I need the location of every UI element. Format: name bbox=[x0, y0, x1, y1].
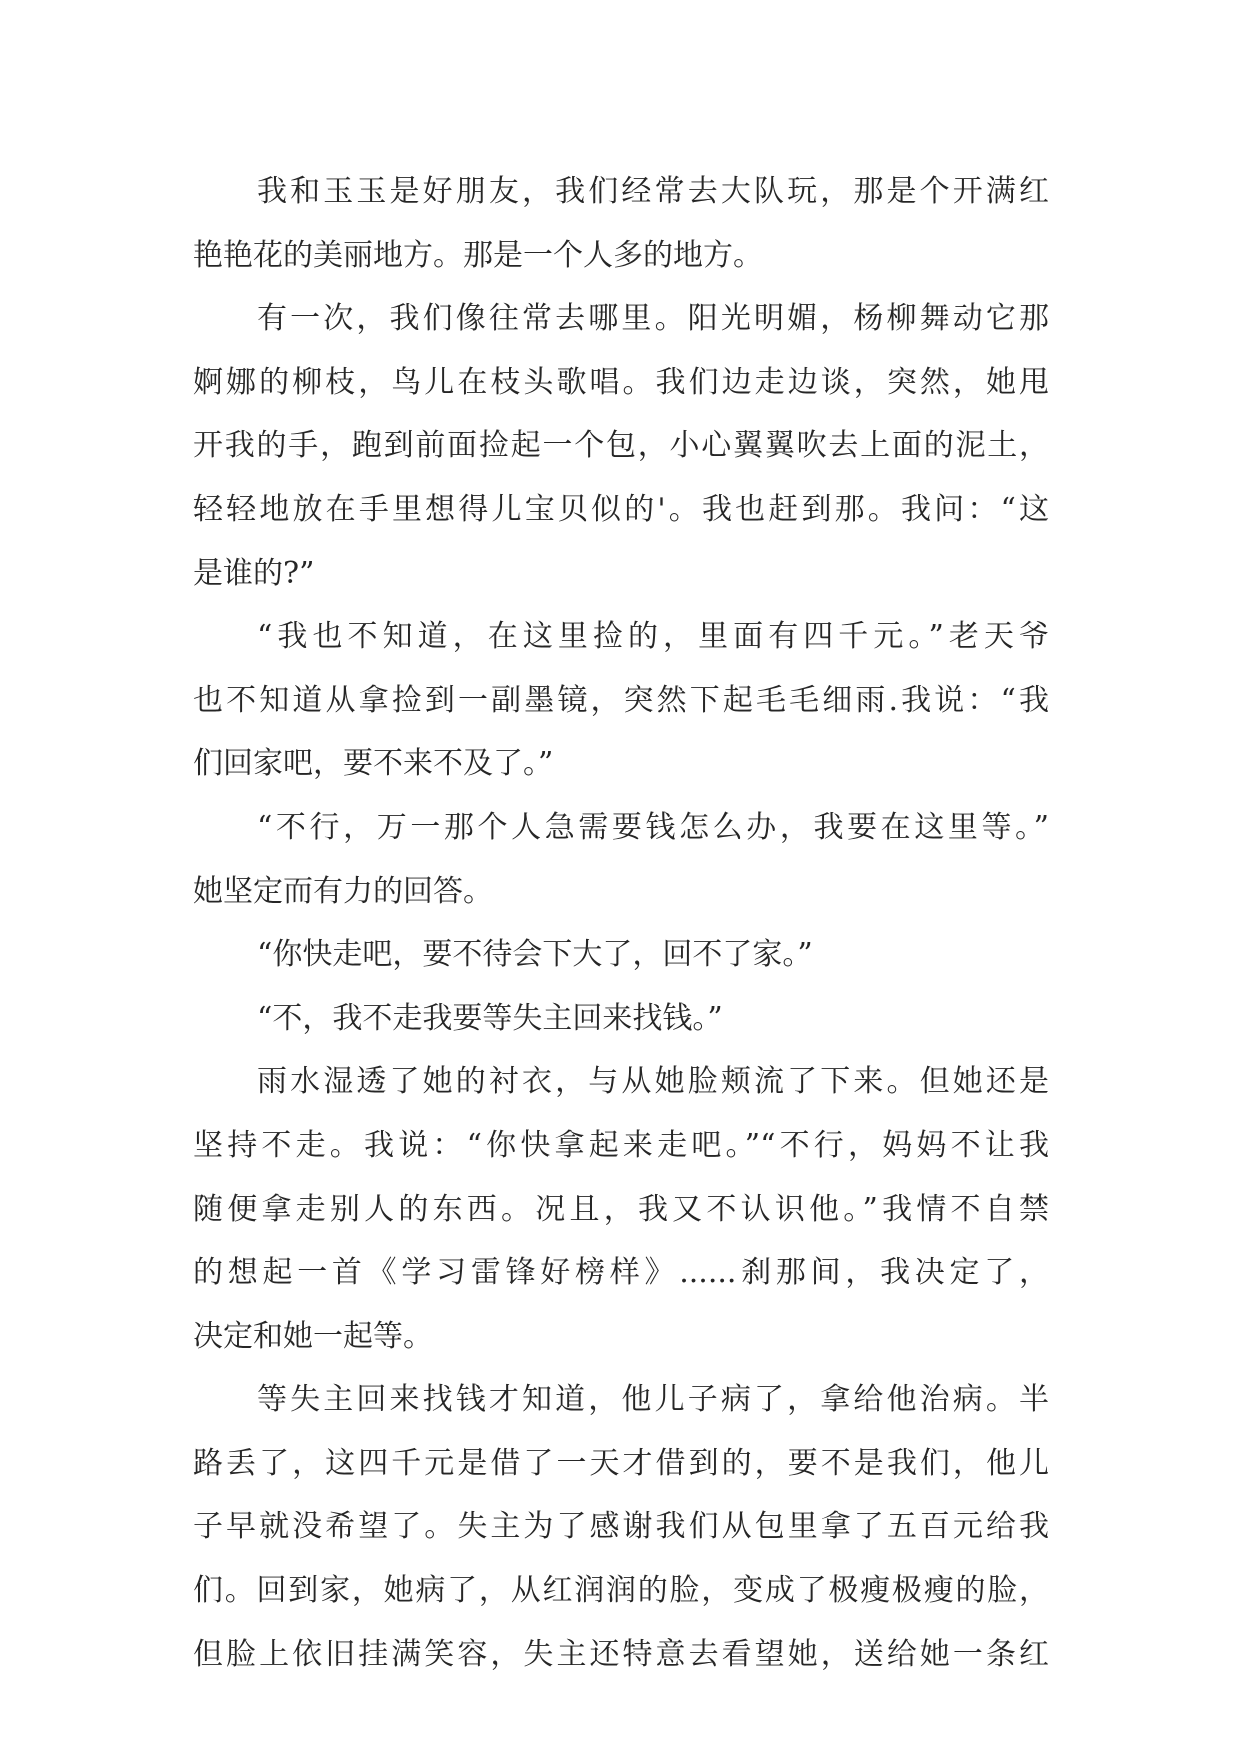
text-line: 艳艳花的美丽地方。那是一个人多的地方。 bbox=[193, 237, 763, 273]
text-line: “不，我不走我要等失主回来找钱。” bbox=[257, 1000, 723, 1036]
text-line: 她坚定而有力的回答。 bbox=[193, 873, 493, 909]
text-line: 雨水湿透了她的衬衣，与从她脸颊流了下来。但她还是 bbox=[257, 1064, 1049, 1100]
text-line: 也不知道从拿捡到一副墨镜，突然下起毛毛细雨.我说：“我 bbox=[193, 682, 1049, 718]
text-line: 决定和她一起等。 bbox=[193, 1318, 433, 1354]
text-line: 开我的手，跑到前面捡起一个包，小心翼翼吹去上面的泥土， bbox=[193, 428, 1049, 464]
text-line: “你快走吧，要不待会下大了，回不了家。” bbox=[257, 937, 813, 973]
document-body bbox=[193, 160, 1049, 1686]
text-line: 有一次，我们像往常去哪里。阳光明媚，杨柳舞动它那 bbox=[257, 301, 1049, 337]
text-line: “我也不知道，在这里捡的，里面有四千元。”老天爷 bbox=[257, 619, 1049, 655]
text-line: “不行，万一那个人急需要钱怎么办，我要在这里等。” bbox=[257, 809, 1049, 845]
text-line: 的想起一首《学习雷锋好榜样》......刹那间，我决定了， bbox=[193, 1255, 1049, 1291]
text-line: 路丢了，这四千元是借了一天才借到的，要不是我们，他儿 bbox=[193, 1445, 1049, 1481]
text-line: 随便拿走别人的东西。况且，我又不认识他。”我情不自禁 bbox=[193, 1191, 1049, 1227]
text-line: 是谁的?” bbox=[193, 555, 315, 591]
text-line: 婀娜的柳枝，鸟儿在枝头歌唱。我们边走边谈，突然，她甩 bbox=[193, 364, 1049, 400]
text-line: 等失主回来找钱才知道，他儿子病了，拿给他治病。半 bbox=[257, 1382, 1049, 1418]
text-line: 子早就没希望了。失主为了感谢我们从包里拿了五百元给我 bbox=[193, 1509, 1049, 1545]
text-line: 轻轻地放在手里想得儿宝贝似的'。我也赶到那。我问：“这 bbox=[193, 491, 1049, 527]
text-line: 但脸上依旧挂满笑容，失主还特意去看望她，送给她一条红 bbox=[193, 1636, 1049, 1672]
text-line: 们回家吧，要不来不及了。” bbox=[193, 746, 554, 782]
text-line: 我和玉玉是好朋友，我们经常去大队玩，那是个开满红 bbox=[257, 174, 1049, 209]
text-line: 们。回到家，她病了，从红润润的脸，变成了极瘦极瘦的脸， bbox=[193, 1573, 1049, 1609]
text-line: 坚持不走。我说：“你快拿起来走吧。”“不行，妈妈不让我 bbox=[193, 1127, 1049, 1163]
